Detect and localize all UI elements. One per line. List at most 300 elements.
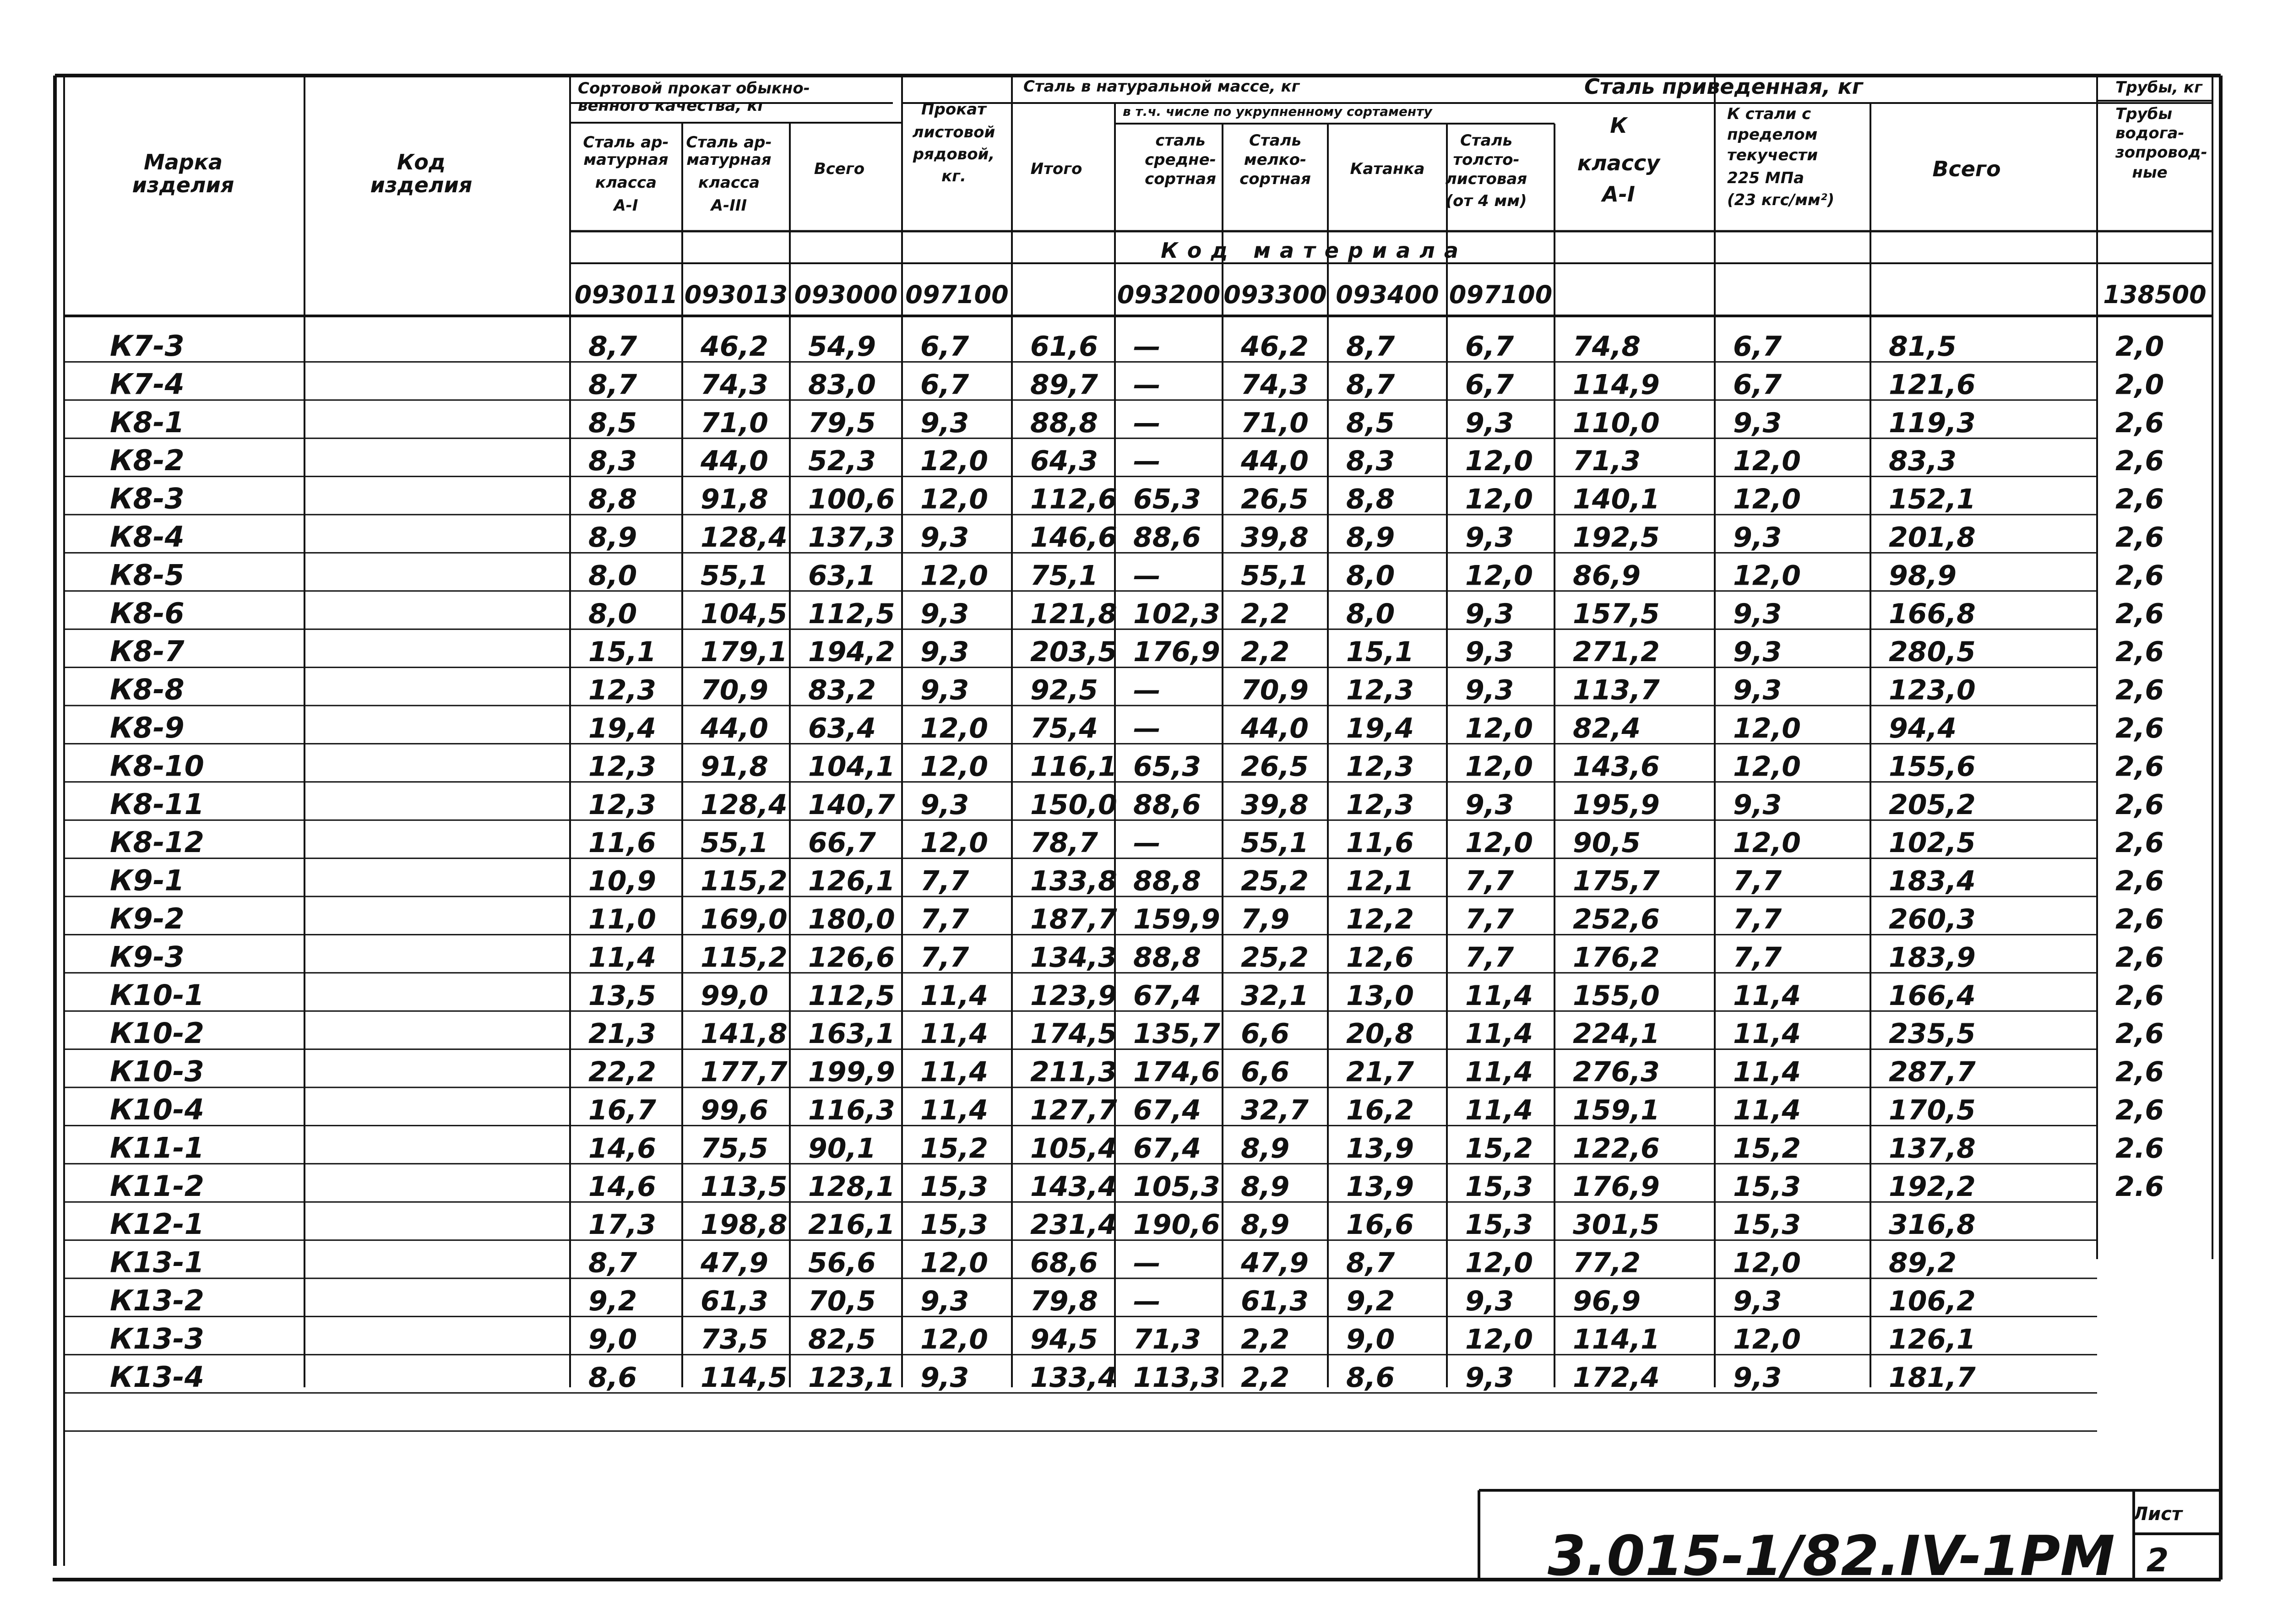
row-cell-5: 190,6 xyxy=(1133,1209,1220,1241)
table-row xyxy=(110,1016,2164,1050)
row-cell-6: 44,0 xyxy=(1241,712,1309,744)
header-listovoy-line4: кг. xyxy=(941,167,966,185)
row-cell-1: 44,0 xyxy=(701,712,769,744)
row-cell-6: 44,0 xyxy=(1241,445,1309,478)
row-cell-7: 12,3 xyxy=(1346,788,1414,821)
row-cell-10: 12,0 xyxy=(1733,1323,1801,1356)
row-cell-11: 235,5 xyxy=(1889,1018,1976,1050)
table-row xyxy=(110,788,2164,821)
row-cell-9: 301,5 xyxy=(1573,1209,1660,1241)
row-cell-2: 66,7 xyxy=(808,827,876,859)
row-cell-2: 54,9 xyxy=(808,331,876,363)
row-cell-5: — xyxy=(1133,674,1161,706)
row-cell-7: 12,2 xyxy=(1346,903,1414,935)
row-cell-6: 2,2 xyxy=(1241,597,1290,630)
table-body xyxy=(110,329,2164,1394)
row-cell-9: 176,2 xyxy=(1573,941,1660,974)
row-cell-9: 74,8 xyxy=(1573,331,1641,363)
row-cell-2: 112,5 xyxy=(808,979,895,1012)
row-mark: К8-10 xyxy=(110,749,204,783)
row-cell-2: 90,1 xyxy=(808,1132,876,1165)
row-cell-10: 12,0 xyxy=(1733,1247,1801,1279)
row-cell-8: 9,3 xyxy=(1465,788,1514,821)
header-sortovoy-line1: Сортовой прокат обыкно- xyxy=(578,79,810,98)
header-k-klassu-line1: К xyxy=(1610,113,1627,138)
row-cell-8: 9,3 xyxy=(1465,636,1514,668)
row-cell-1: 73,5 xyxy=(701,1323,769,1356)
table-row xyxy=(110,1360,1976,1394)
row-cell-5: 159,9 xyxy=(1133,903,1220,935)
row-cell-8: 11,4 xyxy=(1465,1056,1533,1088)
material-code-6: 093300 xyxy=(1223,280,1327,309)
row-cell-10: 15,3 xyxy=(1733,1209,1801,1241)
row-cell-2: 199,9 xyxy=(808,1056,895,1088)
row-cell-8: 7,7 xyxy=(1465,941,1514,974)
row-cell-5: 88,8 xyxy=(1133,941,1201,974)
row-cell-6: 39,8 xyxy=(1241,788,1309,821)
table-row xyxy=(110,749,2164,782)
row-cell-9: 96,9 xyxy=(1573,1285,1641,1317)
row-cell-1: 99,0 xyxy=(701,979,769,1012)
row-cell-12: 2,6 xyxy=(2115,407,2164,439)
row-cell-4: 89,7 xyxy=(1030,369,1098,401)
table-row xyxy=(110,902,2164,935)
row-cell-6: 8,9 xyxy=(1241,1170,1290,1203)
row-cell-3: 9,3 xyxy=(920,674,969,706)
row-cell-9: 172,4 xyxy=(1573,1361,1660,1394)
row-cell-0: 12,3 xyxy=(588,674,657,706)
row-cell-0: 17,3 xyxy=(588,1209,657,1241)
row-cell-11: 94,4 xyxy=(1889,712,1957,744)
header-srednesort-line3: сортная xyxy=(1145,170,1216,188)
row-cell-2: 79,5 xyxy=(808,407,876,439)
row-cell-2: 63,1 xyxy=(808,559,876,592)
row-cell-4: 187,7 xyxy=(1030,903,1117,935)
row-cell-3: 9,3 xyxy=(920,597,969,630)
row-mark: К12-1 xyxy=(110,1207,204,1241)
row-cell-3: 7,7 xyxy=(920,865,969,897)
header-listovoy-line3: рядовой, xyxy=(913,145,995,163)
row-cell-12: 2,6 xyxy=(2115,1056,2164,1088)
row-cell-12: 2,6 xyxy=(2115,865,2164,897)
row-cell-6: 70,9 xyxy=(1241,674,1309,706)
row-cell-5: 88,6 xyxy=(1133,521,1201,554)
table-row xyxy=(110,1207,1976,1241)
row-cell-3: 15,2 xyxy=(920,1132,989,1165)
material-code-12: 138500 xyxy=(2103,280,2207,309)
row-mark: К9-2 xyxy=(110,902,185,935)
row-cell-6: 32,1 xyxy=(1241,979,1309,1012)
row-cell-2: 52,3 xyxy=(808,445,876,478)
header-srednesort-line2: средне- xyxy=(1145,151,1216,169)
row-cell-11: 183,4 xyxy=(1889,865,1976,897)
row-cell-9: 276,3 xyxy=(1573,1056,1660,1088)
header-tolstolist-line2: толсто- xyxy=(1453,151,1520,169)
row-cell-7: 12,3 xyxy=(1346,750,1414,783)
row-cell-4: 203,5 xyxy=(1030,636,1117,668)
row-cell-9: 155,0 xyxy=(1573,979,1660,1012)
row-cell-5: 135,7 xyxy=(1133,1018,1220,1050)
row-cell-1: 141,8 xyxy=(701,1018,788,1050)
row-cell-5: — xyxy=(1133,712,1161,744)
row-cell-4: 78,7 xyxy=(1030,827,1098,859)
table-row xyxy=(110,482,2164,516)
row-cell-6: 25,2 xyxy=(1241,941,1309,974)
row-cell-1: 114,5 xyxy=(701,1361,788,1394)
row-mark: К13-3 xyxy=(110,1322,204,1356)
row-mark: К11-2 xyxy=(110,1169,204,1203)
row-cell-8: 12,0 xyxy=(1465,559,1533,592)
row-cell-5: 174,6 xyxy=(1133,1056,1220,1088)
row-cell-8: 15,3 xyxy=(1465,1170,1533,1203)
row-cell-5: 176,9 xyxy=(1133,636,1220,668)
header-tolstolist-line1: Сталь xyxy=(1460,131,1513,150)
row-cell-1: 115,2 xyxy=(701,865,788,897)
row-cell-12: 2,6 xyxy=(2115,674,2164,706)
row-cell-2: 163,1 xyxy=(808,1018,895,1050)
row-cell-5: 67,4 xyxy=(1133,1132,1201,1165)
row-cell-12: 2,0 xyxy=(2115,369,2164,401)
row-cell-11: 119,3 xyxy=(1889,407,1976,439)
row-cell-9: 114,9 xyxy=(1573,369,1660,401)
row-cell-12: 2,6 xyxy=(2115,712,2164,744)
header-steel-a1-line4: А-I xyxy=(614,196,638,215)
row-cell-2: 137,3 xyxy=(808,521,895,554)
row-cell-3: 9,3 xyxy=(920,636,969,668)
row-cell-6: 26,5 xyxy=(1241,750,1309,783)
title-block-stamp xyxy=(1548,1504,2184,1588)
row-cell-9: 175,7 xyxy=(1573,865,1660,897)
row-cell-0: 8,0 xyxy=(588,559,637,592)
row-cell-10: 6,7 xyxy=(1733,369,1782,401)
table-row xyxy=(110,1284,1976,1317)
row-cell-8: 15,2 xyxy=(1465,1132,1533,1165)
material-code-0: 093011 xyxy=(574,280,678,309)
row-cell-8: 7,7 xyxy=(1465,865,1514,897)
row-cell-0: 22,2 xyxy=(588,1056,657,1088)
row-cell-4: 79,8 xyxy=(1030,1285,1098,1317)
header-code-line1: Код xyxy=(397,150,446,174)
row-cell-7: 12,3 xyxy=(1346,674,1414,706)
row-cell-5: — xyxy=(1133,445,1161,478)
row-cell-1: 128,4 xyxy=(701,521,788,554)
row-cell-9: 192,5 xyxy=(1573,521,1660,554)
row-cell-12: 2,6 xyxy=(2115,827,2164,859)
row-cell-4: 116,1 xyxy=(1030,750,1117,783)
header-vsego1: Всего xyxy=(814,160,865,178)
row-cell-1: 46,2 xyxy=(701,331,769,363)
row-cell-3: 12,0 xyxy=(920,827,989,859)
material-code-3: 097100 xyxy=(905,280,1009,309)
row-cell-6: 25,2 xyxy=(1241,865,1309,897)
row-cell-0: 8,0 xyxy=(588,597,637,630)
row-cell-9: 224,1 xyxy=(1573,1018,1660,1050)
row-cell-1: 179,1 xyxy=(701,636,788,668)
row-cell-4: 92,5 xyxy=(1030,674,1098,706)
table-row xyxy=(110,520,2164,554)
row-cell-2: 100,6 xyxy=(808,483,895,516)
row-cell-11: 205,2 xyxy=(1889,788,1976,821)
table-row xyxy=(110,1093,2164,1126)
row-cell-5: — xyxy=(1133,1247,1161,1279)
row-cell-6: 71,0 xyxy=(1241,407,1309,439)
table-row xyxy=(110,1169,2164,1203)
row-cell-0: 12,3 xyxy=(588,750,657,783)
row-cell-7: 16,6 xyxy=(1346,1209,1414,1241)
row-cell-8: 12,0 xyxy=(1465,483,1533,516)
row-cell-8: 12,0 xyxy=(1465,445,1533,478)
row-cell-10: 7,7 xyxy=(1733,941,1782,974)
row-cell-10: 11,4 xyxy=(1733,1056,1801,1088)
header-k-stali-line4: 225 МПа xyxy=(1727,169,1805,187)
row-cell-3: 12,0 xyxy=(920,559,989,592)
row-cell-5: 88,6 xyxy=(1133,788,1201,821)
row-cell-5: 71,3 xyxy=(1133,1323,1201,1356)
row-cell-8: 12,0 xyxy=(1465,1247,1533,1279)
row-cell-0: 19,4 xyxy=(588,712,657,744)
row-cell-6: 6,6 xyxy=(1241,1018,1290,1050)
row-cell-2: 112,5 xyxy=(808,597,895,630)
row-cell-1: 44,0 xyxy=(701,445,769,478)
row-cell-1: 75,5 xyxy=(701,1132,769,1165)
row-cell-1: 99,6 xyxy=(701,1094,769,1126)
header-sortovoy-line2: венного качества, кг xyxy=(578,97,766,115)
row-cell-0: 16,7 xyxy=(588,1094,657,1126)
row-cell-3: 6,7 xyxy=(920,369,969,401)
row-cell-12: 2,6 xyxy=(2115,1094,2164,1126)
row-cell-0: 8,9 xyxy=(588,521,637,554)
row-cell-11: 81,5 xyxy=(1889,331,1957,363)
row-cell-10: 11,4 xyxy=(1733,1094,1801,1126)
row-cell-1: 177,7 xyxy=(701,1056,788,1088)
row-cell-0: 10,9 xyxy=(588,865,657,897)
row-cell-4: 64,3 xyxy=(1030,445,1098,478)
sheet-label: Лист xyxy=(2132,1504,2183,1525)
row-cell-10: 9,3 xyxy=(1733,788,1782,821)
row-cell-8: 9,3 xyxy=(1465,1361,1514,1394)
row-cell-0: 8,6 xyxy=(588,1361,637,1394)
row-cell-5: 105,3 xyxy=(1133,1170,1220,1203)
row-cell-1: 55,1 xyxy=(701,559,769,592)
row-cell-3: 9,3 xyxy=(920,521,969,554)
row-cell-12: 2,0 xyxy=(2115,331,2164,363)
row-cell-1: 74,3 xyxy=(701,369,769,401)
header-listovoy-line1: Прокат xyxy=(921,100,986,119)
row-cell-9: 122,6 xyxy=(1573,1132,1660,1165)
row-cell-2: 116,3 xyxy=(808,1094,895,1126)
row-cell-0: 8,7 xyxy=(588,369,637,401)
header-steel-a3-line3: класса xyxy=(698,174,760,192)
row-cell-2: 180,0 xyxy=(808,903,895,935)
row-cell-1: 91,8 xyxy=(701,483,769,516)
row-cell-0: 13,5 xyxy=(588,979,657,1012)
row-cell-6: 55,1 xyxy=(1241,559,1309,592)
row-cell-6: 8,9 xyxy=(1241,1209,1290,1241)
row-cell-8: 12,0 xyxy=(1465,1323,1533,1356)
row-cell-10: 9,3 xyxy=(1733,1361,1782,1394)
table-row xyxy=(110,1055,2164,1088)
row-cell-8: 6,7 xyxy=(1465,331,1514,363)
row-cell-4: 75,1 xyxy=(1030,559,1098,592)
row-mark: К11-1 xyxy=(110,1131,204,1165)
header-melkosort-line1: Сталь xyxy=(1249,131,1302,150)
row-cell-0: 11,0 xyxy=(588,903,657,935)
row-cell-2: 126,1 xyxy=(808,865,895,897)
row-cell-10: 12,0 xyxy=(1733,445,1801,478)
row-cell-7: 8,7 xyxy=(1346,369,1395,401)
row-cell-10: 9,3 xyxy=(1733,636,1782,668)
row-cell-3: 7,7 xyxy=(920,941,969,974)
row-cell-4: 133,4 xyxy=(1030,1361,1117,1394)
table-row xyxy=(110,673,2164,706)
drawing-designation: 3.015-1/82.IV-1РМ xyxy=(1548,1525,2115,1588)
row-cell-8: 12,0 xyxy=(1465,750,1533,783)
row-cell-6: 39,8 xyxy=(1241,521,1309,554)
row-cell-4: 143,4 xyxy=(1030,1170,1117,1203)
row-cell-5: — xyxy=(1133,559,1161,592)
row-cell-12: 2.6 xyxy=(2115,1132,2164,1165)
row-cell-0: 8,5 xyxy=(588,407,637,439)
row-cell-12: 2,6 xyxy=(2115,788,2164,821)
row-cell-5: 65,3 xyxy=(1133,750,1201,783)
row-cell-1: 198,8 xyxy=(701,1209,788,1241)
row-cell-11: 170,5 xyxy=(1889,1094,1976,1126)
row-cell-0: 8,7 xyxy=(588,331,637,363)
row-cell-9: 86,9 xyxy=(1573,559,1641,592)
row-cell-7: 13,9 xyxy=(1346,1132,1414,1165)
header-steel-a1-line3: класса xyxy=(595,174,657,192)
header-code-line2: изделия xyxy=(370,173,473,197)
row-cell-7: 11,6 xyxy=(1346,827,1414,859)
row-cell-3: 12,0 xyxy=(920,483,989,516)
row-cell-11: 316,8 xyxy=(1889,1209,1976,1241)
row-cell-9: 71,3 xyxy=(1573,445,1641,478)
row-mark: К10-1 xyxy=(110,978,204,1012)
row-cell-3: 15,3 xyxy=(920,1170,989,1203)
row-cell-12: 2,6 xyxy=(2115,483,2164,516)
row-cell-7: 12,1 xyxy=(1346,865,1414,897)
row-cell-8: 11,4 xyxy=(1465,1094,1533,1126)
header-mark-line1: Марка xyxy=(143,150,223,174)
header-inchislo: в т.ч. числе по укрупненному сортаменту xyxy=(1123,104,1432,119)
row-cell-3: 9,3 xyxy=(920,788,969,821)
row-cell-12: 2.6 xyxy=(2115,1170,2164,1203)
row-cell-11: 155,6 xyxy=(1889,750,1976,783)
row-cell-9: 82,4 xyxy=(1573,712,1641,744)
row-cell-1: 169,0 xyxy=(701,903,788,935)
row-cell-2: 63,4 xyxy=(808,712,876,744)
row-cell-5: — xyxy=(1133,331,1161,363)
row-cell-7: 8,5 xyxy=(1346,407,1395,439)
row-cell-11: 183,9 xyxy=(1889,941,1976,974)
header-steel-a1-line1: Сталь ар- xyxy=(583,133,669,152)
row-cell-4: 94,5 xyxy=(1030,1323,1098,1356)
row-cell-4: 127,7 xyxy=(1030,1094,1117,1126)
row-cell-4: 75,4 xyxy=(1030,712,1098,744)
row-cell-8: 9,3 xyxy=(1465,521,1514,554)
row-cell-8: 7,7 xyxy=(1465,903,1514,935)
material-code-2: 093000 xyxy=(794,280,898,309)
row-cell-6: 61,3 xyxy=(1241,1285,1309,1317)
row-cell-3: 9,3 xyxy=(920,1361,969,1394)
row-cell-2: 216,1 xyxy=(808,1209,895,1241)
row-mark: К9-1 xyxy=(110,864,185,897)
row-cell-8: 9,3 xyxy=(1465,597,1514,630)
row-mark: К8-7 xyxy=(110,635,185,668)
row-cell-1: 128,4 xyxy=(701,788,788,821)
row-cell-0: 8,8 xyxy=(588,483,637,516)
row-mark: К13-2 xyxy=(110,1284,204,1317)
row-cell-8: 6,7 xyxy=(1465,369,1514,401)
row-cell-10: 7,7 xyxy=(1733,865,1782,897)
row-cell-9: 90,5 xyxy=(1573,827,1641,859)
row-cell-2: 70,5 xyxy=(808,1285,876,1317)
row-cell-3: 11,4 xyxy=(920,979,989,1012)
row-cell-10: 9,3 xyxy=(1733,407,1782,439)
row-cell-7: 19,4 xyxy=(1346,712,1414,744)
row-cell-5: 65,3 xyxy=(1133,483,1201,516)
header-privedennaya: Сталь приведенная, кг xyxy=(1584,74,1863,99)
row-cell-0: 14,6 xyxy=(588,1170,657,1203)
row-mark: К8-6 xyxy=(110,596,185,630)
header-itogo: Итого xyxy=(1030,160,1082,178)
row-cell-7: 15,1 xyxy=(1346,636,1414,668)
row-cell-3: 6,7 xyxy=(920,331,969,363)
header-steel-a3-line4: А-III xyxy=(711,196,747,215)
row-cell-2: 140,7 xyxy=(808,788,895,821)
header-k-stali-line2: пределом xyxy=(1727,125,1818,144)
row-cell-4: 68,6 xyxy=(1030,1247,1098,1279)
header-katanka: Катанка xyxy=(1350,160,1425,178)
row-cell-2: 128,1 xyxy=(808,1170,895,1203)
row-cell-2: 126,6 xyxy=(808,941,895,974)
header-melkosort-line3: сортная xyxy=(1239,170,1311,188)
row-cell-12: 2,6 xyxy=(2115,521,2164,554)
row-cell-12: 2,6 xyxy=(2115,941,2164,974)
row-cell-1: 70,9 xyxy=(701,674,769,706)
row-cell-5: — xyxy=(1133,1285,1161,1317)
material-codes-row xyxy=(575,280,2207,309)
header-listovoy-line2: листовой xyxy=(912,123,995,141)
row-cell-10: 11,4 xyxy=(1733,979,1801,1012)
row-cell-3: 11,4 xyxy=(920,1094,989,1126)
row-cell-6: 8,9 xyxy=(1241,1132,1290,1165)
row-cell-3: 12,0 xyxy=(920,1247,989,1279)
row-cell-0: 9,0 xyxy=(588,1323,637,1356)
table-row xyxy=(110,711,2164,744)
row-cell-1: 113,5 xyxy=(701,1170,788,1203)
row-cell-0: 21,3 xyxy=(588,1018,657,1050)
row-cell-1: 115,2 xyxy=(701,941,788,974)
row-mark: К7-4 xyxy=(110,367,185,401)
row-cell-10: 6,7 xyxy=(1733,331,1782,363)
row-mark: К8-12 xyxy=(110,826,204,859)
row-mark: К13-1 xyxy=(110,1245,204,1279)
row-cell-11: 98,9 xyxy=(1889,559,1957,592)
row-cell-9: 77,2 xyxy=(1573,1247,1641,1279)
row-cell-0: 8,3 xyxy=(588,445,637,478)
row-cell-3: 11,4 xyxy=(920,1056,989,1088)
row-cell-6: 6,6 xyxy=(1241,1056,1290,1088)
row-mark: К10-2 xyxy=(110,1016,204,1050)
table-row xyxy=(110,826,2164,859)
row-cell-3: 12,0 xyxy=(920,712,989,744)
table-row xyxy=(110,406,2164,439)
table-row xyxy=(110,940,2164,973)
row-cell-4: 121,8 xyxy=(1030,597,1117,630)
row-cell-12: 2,6 xyxy=(2115,903,2164,935)
row-cell-4: 123,9 xyxy=(1030,979,1117,1012)
